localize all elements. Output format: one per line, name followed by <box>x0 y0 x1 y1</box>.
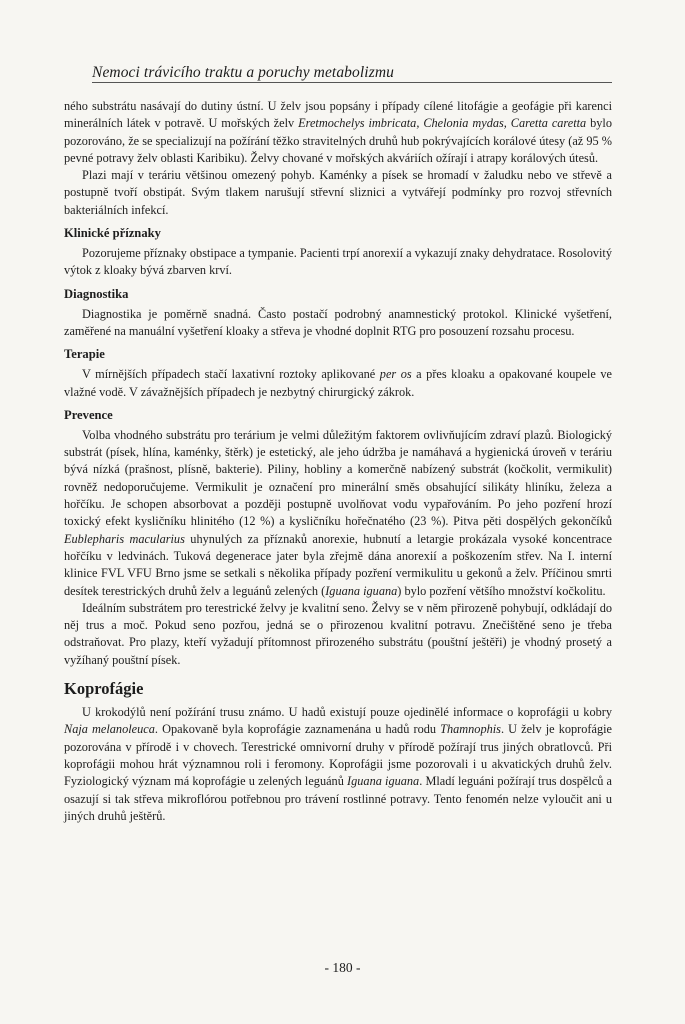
klinicke-paragraph: Pozorujeme příznaky obstipace a tympanie. Pacienti trpí anorexií a vykazují znaky dehydratace. Rosolovitý výtok z kloaky bývá zbarven krví. <box>64 246 612 278</box>
species-name: Iguana iguana <box>325 583 398 598</box>
page-number: - 180 - <box>324 960 361 975</box>
running-head-title: Nemoci trávicího traktu a poruchy metabolizmu <box>92 64 394 81</box>
genus-name: Thamnophis <box>440 722 501 737</box>
intro-paragraph-1 <box>64 98 612 167</box>
koprofagie-paragraph <box>64 704 612 825</box>
section-heading-terapie: Terapie <box>64 347 105 362</box>
text-run: V mírnějších případech stačí laxativní roztoky aplikované <box>82 367 380 382</box>
text-run: ného substrátu nasávají do dutiny ústní. U želv jsou popsány i případy cílené litofágie a geofágie při karenci minerálních látek v potravě. U mořských želv <box>64 99 612 131</box>
text-run: . Opakovaně byla koprofágie zaznamenána u hadů rodu <box>154 722 441 737</box>
text-run: uhynulých za příznaků anorexie, hubnutí a letargie prokázala vysoké koncentrace hořčíku v ledvinách. Tuková degenerace jater byla zřejmě dána anorexií a poškozením střev. Na I. interní klinice FVL VFU Brno jsme se setkali s několika případy pozření vermikulitu u gekonů a želv. Příčinou smrti desítek terestrických druhů želv a leguánů zelených ( <box>64 531 612 598</box>
prevence-paragraph-1 <box>64 427 612 600</box>
prevence-paragraph-2: Ideálním substrátem pro terestrické želvy je kvalitní seno. Želvy se v něm přirozeně pohybují, odkládají do něj trus a moč. Pokud seno pozřou, jedná se o přirozenou kvalitní potravu. Znečištěné seno je třeba odstraňovat. Pro plazy, kteří vyžadují přítomnost přirozeného substrátu (pouštní ještěři) je vhodný prosetý a vyžíhaný pouštní písek. <box>64 600 612 667</box>
header-rule <box>92 82 612 83</box>
species-name: Naja melanoleuca <box>64 722 155 737</box>
text-run: U krokodýlů není požírání trusu známo. U hadů existují pouze ojedinělé informace o koprofágii u kobry <box>82 705 612 720</box>
species-name: Eublepharis macularius <box>64 531 185 546</box>
intro-paragraph-2: Plazi mají v teráriu většinou omezený pohyb. Kaménky a písek se hromadí v žaludku nebo ve střevě a postupně tvoří obstipát. Svým tlakem narušují střevní sliznici a vytvářejí podmínky pro rozvoj střevních bakteriálních infekcí. <box>64 168 612 217</box>
text-run: . U želv je koprofágie pozorována v přírodě i v chovech. Terestrické omnivorní druhy v přírodě požírají trus jiných obratlovců. Při koprofágii mohou hrát významnou roli i feromony. Koprofágii jsme pozorovali i u akvatických druhů želv. Fyziologický význam má koprofágie u zelených leguánů <box>64 722 612 789</box>
text-run: a přes kloaku a opakované koupele ve vlažné vodě. V závažnějších případech je nezbytný chirurgický zákrok. <box>64 367 613 399</box>
diagnostika-paragraph: Diagnostika je poměrně snadná. Často postačí podrobný anamnestický protokol. Klinické vyšetření, zaměřené na manuální vyšetření kloaky a střeva je vhodné doplnit RTG pro posouzení rozsahu procesu. <box>64 306 612 338</box>
text-run: . Mladí leguáni požírají trus dospělců a osazují si tak střeva mikroflórou potřebnou pro trávení rostlinné potravy. Tento fenomén nelze vyloučit ani u jiných druhů ještěrů. <box>64 774 612 823</box>
text-run: ) bylo pozření většího množství kočkolitu. <box>397 583 606 598</box>
latin-term: per os <box>379 367 412 382</box>
section-heading-koprofagie: Koprofágie <box>64 679 144 699</box>
page-body <box>64 98 612 825</box>
text-run: bylo pozorováno, že se specializují na požírání těžko stravitelných druhů hub pokrývajících korálové útesy (až 95 % pevné potravy želv oblasti Karibiku). Želvy chované v mořských akváriích ožírají i atrapy korálových útesů. <box>64 116 612 165</box>
text-run: Volba vhodného substrátu pro terárium je velmi důležitým faktorem ovlivňujícím zdraví plazů. Biologický substrát (písek, hlína, kaménky, štěrk) je estetický, ale jeho údržba je namáhavá a hygienická úroveň v teráriu bývá nízká (prašnost, plísně, bakterie). Piliny, hobliny a komerčně nabízený substrát (kočkolit, vermikulit) rovněž nedoporučujeme. Vermikulit je označení pro minerální směs obsahující silikáty hliníku, železa a hořčíku. Je schopen absorbovat a později postupně uvolňovat vodu vypařováním. Po jeho pozření hrozí toxický efekt kysličníku hlinitého (12 %) a kysličníku hořečnatého (23 %). Pitva pěti dospělých gekončíků <box>64 427 612 529</box>
section-heading-prevence: Prevence <box>64 407 113 422</box>
species-names: Eretmochelys imbricata, Chelonia mydas, Caretta caretta <box>298 116 587 131</box>
section-heading-klinicke: Klinické příznaky <box>64 226 161 241</box>
section-heading-diagnostika: Diagnostika <box>64 286 129 301</box>
species-name: Iguana iguana <box>347 774 420 789</box>
terapie-paragraph <box>64 366 612 401</box>
